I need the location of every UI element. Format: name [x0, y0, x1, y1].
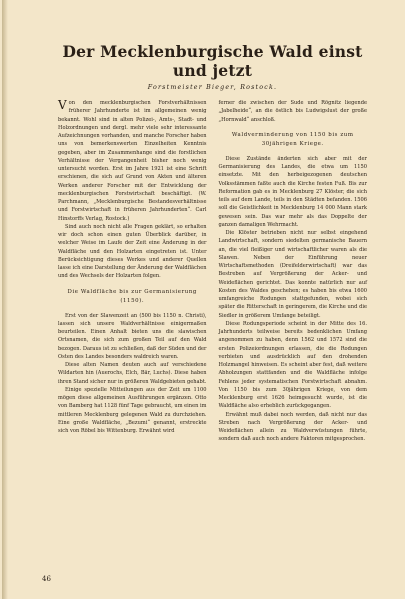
paragraph: Diese Zustände änderten sich aber mit der Germanisierung des Landes, die etwa um 1150 einsetzte. Mit den herbeigezogenen deutschen Volksstämmen faßte auch die Kirche festen Fuß. Bis zur Reformation gab es in Mecklenburg 27 Klöster, die sich teils auf dem Lande, teils in den Städten befanden. 1506 soll die Geistlichkeit in Mecklenburg 14 000 Mann stark gewesen sein. Das war mehr als das Doppelte der ganzen damaligen Wehrmacht. [218, 155, 367, 228]
article-author: Forstmeister Bieger, Rostock. [147, 84, 278, 91]
paragraph: Diese Rodungsperiode scheint in der Mitte des 16. Jahrhunderts teilweise bereits bedenklichen Umfang angenommen zu haben, denn 1562 und 1572 sind die ersten Polizeiordnungen erlassen, die die Rodungen verbieten und ausdrücklich auf den drohenden Holzmangel hinweisen. Es scheint aber fest, daß weitere Abholzungen stattfanden und die Waldfläche infolge Fehlens jeder systematischen Forstwirtschaft abnahm. Von 1150 bis zum 30jährigen Kriege, von dem Mecklenburg erst 1626 heimgesucht wurde, ist die Waldfläche also erheblich zurückgegangen. [218, 320, 367, 410]
left-column [58, 99, 207, 444]
paragraph: Diese alten Namen deuten auch auf verschiedene Wildarten hin (Auerochs, Elch, Bär, Luchs). Diese haben ihren Stand sicher nur in größeren Waldgebieten gehabt. [58, 362, 207, 385]
paragraph: Von den mecklenburgischen Forstverhältnissen früherer Jahrhunderte ist im allgemeinen wenig bekannt. Wohl sind in alten Polizei-, Amts-, Stadt- und Holzordnungen und dergl. mehr viele sehr interessante Aufzeichnungen vorhanden, und manche Forscher haben uns von bemerkenswerten Einzelheiten Kenntnis gegeben, aber im Zusammenhange sind die forstlichen Verhältnisse der Vergangenheit bisher noch wenig untersucht worden. Erst im Jahre 1921 ist eine Schrift erschienen, die sich auf Grund von Akten und älteren Werken anderer Forscher mit der Entwicklung der mecklenburgischen Forstwirtschaft beschäftigt. (W. Parchmann, „Mecklenburgische Bestandesverhältnisse und Forstwirtschaft in früheren Jahrhunderten“. Carl Hinstorffs Verlag, Rostock.) [58, 98, 207, 222]
page-number: 46 [42, 575, 51, 583]
paragraph: Erwähnt muß dabei noch werden, daß nicht nur das Streben nach Vergrößerung der Acker- und Weideflächen allein zu Waldverwüstungen führte, sondern daß auch noch andere Faktoren mitgesprochen. [218, 411, 367, 443]
paragraph: Die Klöster betrieben nicht nur selbst eingehend Landwirtschaft, sondern siedelten germanische Bauern an, die viel fleißiger und wirtschaftlicher waren als die Slawen. Neben der Einführung neuer Wirtschaftsmethoden (Dreifelderwirtschaft) war das Bestreben auf Vergrößerung der Acker- und Weideflächen gerichtet. Das konnte natürlich nur auf Kosten des Waldes geschehen; es haben bis etwa 1600 umfangreiche Rodungen stattgefunden, wobei sich später die Ritterschaft in geringerem, die Kirche und die Siedler in größerem Umfange beteiligt. [218, 230, 367, 319]
section-heading: Die Waldfläche bis zur Germanisierung (1150). [67, 288, 197, 304]
paragraph: Einige spezielle Mitteilungen aus der Zeit um 1100 mögen diese allgemeinen Ausführungen ergänzen. Otto von Bamberg hat 1128 fünf Tage gebraucht, um einen im mittleren Mecklenburg gelegenen Wald zu durchziehen. Eine große Waldfläche, „Bezumi“ genannt, erstreckte sich von Röbel bis Wittenburg. Erwähnt wird [58, 386, 207, 434]
right-column [219, 99, 368, 444]
section-heading: Waldverminderung von 1150 bis zum 30jährigen Kriege. [231, 131, 354, 147]
page-binding-shadow [2, 0, 8, 599]
paragraph: Sind auch noch nicht alle Fragen geklärt, so erhalten wir doch schon einen guten Überblick darüber, in welcher Weise im Laufe der Zeit eine Änderung in der Waldfläche und den Holzarten eingetreten ist. Unter Berücksichtigung dieses Werkes und anderer Quellen lasse ich eine Darstellung der Änderung der Waldflächen und des Wechsels der Holzarten folgen. [58, 223, 207, 280]
paragraph: ferner die zwischen der Sude und Rögnitz liegende „Jabelheide“, an die östlich bis Ludwigslust der große „Hornwald“ anschloß. [218, 100, 367, 123]
paragraph: Erst von der Slawenzeit an (500 bis 1150 n. Christi), lassen sich unsere Waldverhältnisse einigermaßen beurteilen. Einen Anhalt bieten uns die slawischen Ortsnamen, die sich zum großen Teil auf den Wald bezogen. Daraus ist zu schließen, daß der Süden und der Osten des Landes besonders waldreich waren. [58, 312, 207, 360]
article-title: Der Mecklenburgische Wald einst und jetzt [62, 42, 363, 80]
text-columns [58, 99, 367, 444]
